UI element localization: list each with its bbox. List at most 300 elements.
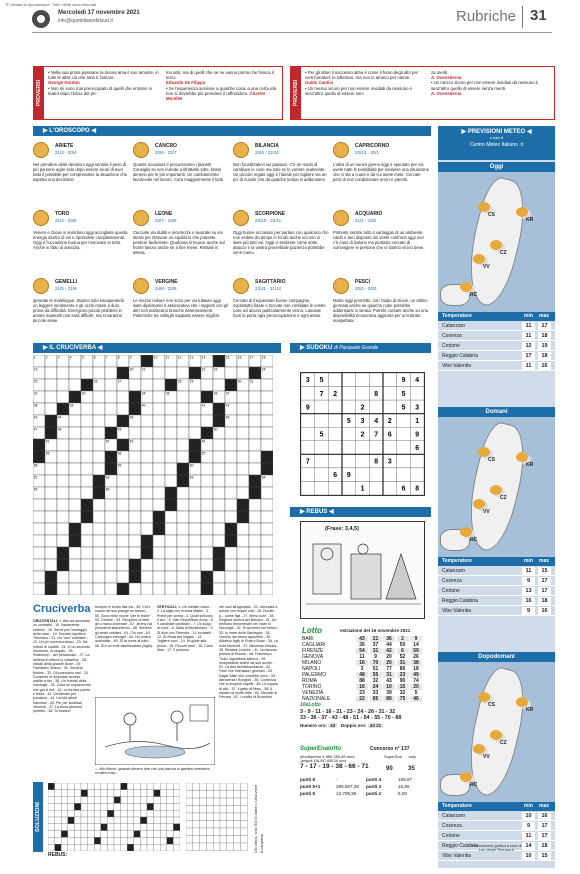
sudoku-grid[interactable]: [300, 372, 425, 496]
crossword-cell[interactable]: [225, 499, 237, 511]
crossword-cell[interactable]: [141, 511, 153, 523]
crossword-cell[interactable]: [249, 415, 261, 427]
crossword-cell[interactable]: [261, 583, 273, 595]
crossword-cell[interactable]: [105, 535, 117, 547]
sudoku-cell[interactable]: [301, 441, 315, 455]
crossword-cell[interactable]: [141, 415, 153, 427]
crossword-cell[interactable]: [93, 439, 105, 451]
sudoku-cell[interactable]: [397, 441, 411, 455]
crossword-cell[interactable]: [177, 535, 189, 547]
crossword-cell[interactable]: [105, 511, 117, 523]
crossword-cell[interactable]: [237, 427, 249, 439]
sudoku-cell[interactable]: [369, 373, 383, 387]
crossword-cell[interactable]: [33, 499, 45, 511]
crossword-cell[interactable]: [45, 367, 57, 379]
crossword-cell[interactable]: [261, 535, 273, 547]
crossword-cell[interactable]: [93, 583, 105, 595]
sudoku-cell[interactable]: [369, 400, 383, 414]
crossword-cell[interactable]: [69, 475, 81, 487]
crossword-cell[interactable]: [57, 511, 69, 523]
crossword-cell[interactable]: [165, 583, 177, 595]
crossword-cell[interactable]: [81, 535, 93, 547]
crossword-cell[interactable]: [93, 523, 105, 535]
crossword-cell[interactable]: [33, 583, 45, 595]
crossword-cell[interactable]: [165, 439, 177, 451]
crossword-cell[interactable]: [57, 439, 69, 451]
crossword-cell[interactable]: [93, 547, 105, 559]
crossword-cell[interactable]: [237, 547, 249, 559]
crossword-cell[interactable]: [141, 475, 153, 487]
crossword-cell[interactable]: [105, 367, 117, 379]
crossword-cell[interactable]: [57, 391, 69, 403]
crossword-cell[interactable]: [165, 367, 177, 379]
crossword-cell[interactable]: [45, 523, 57, 535]
crossword-cell[interactable]: [201, 475, 213, 487]
crossword-cell[interactable]: [81, 523, 93, 535]
crossword-cell[interactable]: [45, 559, 57, 571]
crossword-cell[interactable]: [249, 559, 261, 571]
crossword-cell[interactable]: [261, 499, 273, 511]
crossword-cell[interactable]: [81, 403, 93, 415]
crossword-cell[interactable]: [177, 391, 189, 403]
crossword-cell[interactable]: [177, 547, 189, 559]
sudoku-cell[interactable]: [342, 373, 356, 387]
crossword-cell[interactable]: [93, 559, 105, 571]
crossword-cell[interactable]: [69, 583, 81, 595]
crossword-cell[interactable]: [45, 499, 57, 511]
crossword-cell[interactable]: [177, 403, 189, 415]
sudoku-cell[interactable]: [342, 427, 356, 441]
crossword-cell[interactable]: [261, 439, 273, 451]
sudoku-cell[interactable]: [328, 400, 342, 414]
crossword-cell[interactable]: [249, 571, 261, 583]
crossword-cell[interactable]: [153, 463, 165, 475]
crossword-cell[interactable]: [249, 391, 261, 403]
crossword-cell[interactable]: [249, 547, 261, 559]
header-email[interactable]: info@quotidianodelsud.it: [58, 18, 113, 24]
sudoku-cell[interactable]: [397, 414, 411, 428]
crossword-cell[interactable]: [105, 391, 117, 403]
crossword-cell[interactable]: [225, 427, 237, 439]
crossword-cell[interactable]: [261, 403, 273, 415]
crossword-cell[interactable]: [117, 535, 129, 547]
crossword-cell[interactable]: [165, 415, 177, 427]
crossword-cell[interactable]: [165, 451, 177, 463]
crossword-cell[interactable]: [93, 367, 105, 379]
sudoku-cell[interactable]: [315, 414, 329, 428]
sudoku-cell[interactable]: [315, 400, 329, 414]
crossword-cell[interactable]: [177, 415, 189, 427]
crossword-cell[interactable]: [81, 547, 93, 559]
crossword-cell[interactable]: [177, 367, 189, 379]
crossword-cell[interactable]: [225, 559, 237, 571]
crossword-cell[interactable]: [201, 499, 213, 511]
crossword-cell[interactable]: [105, 583, 117, 595]
crossword-cell[interactable]: [189, 571, 201, 583]
crossword-cell[interactable]: [129, 499, 141, 511]
crossword-cell[interactable]: [129, 511, 141, 523]
crossword-cell[interactable]: [237, 439, 249, 451]
crossword-cell[interactable]: [57, 475, 69, 487]
sudoku-cell[interactable]: [315, 468, 329, 482]
crossword-cell[interactable]: [153, 367, 165, 379]
crossword-cell[interactable]: [129, 427, 141, 439]
sudoku-cell[interactable]: [369, 481, 383, 495]
crossword-cell[interactable]: [141, 379, 153, 391]
crossword-cell[interactable]: [213, 463, 225, 475]
crossword-cell[interactable]: [165, 475, 177, 487]
sudoku-cell[interactable]: [301, 427, 315, 441]
crossword-cell[interactable]: [165, 535, 177, 547]
crossword-cell[interactable]: [189, 415, 201, 427]
crossword-cell[interactable]: [153, 379, 165, 391]
crossword-cell[interactable]: [93, 403, 105, 415]
crossword-cell[interactable]: [177, 523, 189, 535]
crossword-cell[interactable]: [225, 571, 237, 583]
crossword-cell[interactable]: [93, 415, 105, 427]
crossword-cell[interactable]: [33, 547, 45, 559]
sudoku-cell[interactable]: [328, 373, 342, 387]
crossword-cell[interactable]: [153, 499, 165, 511]
crossword-cell[interactable]: [105, 547, 117, 559]
sudoku-cell[interactable]: [301, 481, 315, 495]
crossword-cell[interactable]: [129, 451, 141, 463]
crossword-cell[interactable]: [201, 511, 213, 523]
crossword-cell[interactable]: [213, 487, 225, 499]
crossword-cell[interactable]: [189, 559, 201, 571]
sudoku-cell[interactable]: [356, 454, 370, 468]
crossword-cell[interactable]: [261, 571, 273, 583]
crossword-cell[interactable]: [225, 511, 237, 523]
crossword-cell[interactable]: [69, 367, 81, 379]
crossword-cell[interactable]: [57, 583, 69, 595]
crossword-cell[interactable]: [189, 427, 201, 439]
crossword-cell[interactable]: [261, 379, 273, 391]
crossword-cell[interactable]: [237, 451, 249, 463]
crossword-cell[interactable]: [153, 535, 165, 547]
crossword-cell[interactable]: [213, 571, 225, 583]
crossword-cell[interactable]: [189, 403, 201, 415]
crossword-cell[interactable]: [57, 379, 69, 391]
crossword-cell[interactable]: [33, 511, 45, 523]
crossword-cell[interactable]: [249, 451, 261, 463]
crossword-cell[interactable]: [81, 427, 93, 439]
sudoku-cell[interactable]: [383, 441, 397, 455]
sudoku-cell[interactable]: [410, 468, 424, 482]
crossword-cell[interactable]: [117, 571, 129, 583]
crossword-cell[interactable]: [153, 427, 165, 439]
crossword-cell[interactable]: [249, 583, 261, 595]
crossword-cell[interactable]: [213, 439, 225, 451]
crossword-cell[interactable]: [225, 439, 237, 451]
crossword-cell[interactable]: [237, 475, 249, 487]
crossword-cell[interactable]: [177, 439, 189, 451]
crossword-cell[interactable]: [117, 511, 129, 523]
crossword-cell[interactable]: [189, 583, 201, 595]
crossword-cell[interactable]: [141, 487, 153, 499]
crossword-cell[interactable]: [153, 571, 165, 583]
crossword-cell[interactable]: [189, 499, 201, 511]
crossword-cell[interactable]: [69, 571, 81, 583]
crossword-cell[interactable]: [153, 403, 165, 415]
crossword-cell[interactable]: [261, 415, 273, 427]
crossword-cell[interactable]: [33, 571, 45, 583]
sudoku-cell[interactable]: [301, 387, 315, 401]
crossword-cell[interactable]: [69, 379, 81, 391]
crossword-cell[interactable]: [153, 559, 165, 571]
crossword-cell[interactable]: [165, 403, 177, 415]
crossword-cell[interactable]: [117, 487, 129, 499]
sudoku-cell[interactable]: [383, 400, 397, 414]
crossword-cell[interactable]: [141, 499, 153, 511]
crossword-cell[interactable]: [105, 379, 117, 391]
crossword-cell[interactable]: [213, 511, 225, 523]
crossword-cell[interactable]: [105, 415, 117, 427]
crossword-cell[interactable]: [153, 487, 165, 499]
crossword-cell[interactable]: [81, 559, 93, 571]
sudoku-cell[interactable]: [328, 414, 342, 428]
crossword-cell[interactable]: [213, 535, 225, 547]
crossword-cell[interactable]: [177, 451, 189, 463]
crossword-cell[interactable]: [93, 535, 105, 547]
sudoku-cell[interactable]: [342, 400, 356, 414]
crossword-cell[interactable]: [81, 475, 93, 487]
crossword-cell[interactable]: [129, 463, 141, 475]
crossword-cell[interactable]: [57, 523, 69, 535]
sudoku-cell[interactable]: [315, 441, 329, 455]
crossword-cell[interactable]: [81, 451, 93, 463]
crossword-cell[interactable]: [201, 535, 213, 547]
crossword-cell[interactable]: [261, 511, 273, 523]
sudoku-cell[interactable]: [383, 481, 397, 495]
crossword-cell[interactable]: [249, 463, 261, 475]
crossword-cell[interactable]: [141, 523, 153, 535]
crossword-cell[interactable]: [57, 499, 69, 511]
crossword-cell[interactable]: [69, 463, 81, 475]
crossword-cell[interactable]: [249, 535, 261, 547]
crossword-cell[interactable]: [249, 499, 261, 511]
crossword-cell[interactable]: [141, 571, 153, 583]
crossword-cell[interactable]: [189, 535, 201, 547]
crossword-cell[interactable]: [141, 451, 153, 463]
crossword-cell[interactable]: [105, 523, 117, 535]
crossword-cell[interactable]: [57, 451, 69, 463]
sudoku-cell[interactable]: [383, 468, 397, 482]
crossword-cell[interactable]: [201, 463, 213, 475]
sudoku-cell[interactable]: [383, 373, 397, 387]
crossword-cell[interactable]: [117, 547, 129, 559]
crossword-cell[interactable]: [165, 463, 177, 475]
sudoku-cell[interactable]: [397, 468, 411, 482]
sudoku-cell[interactable]: [369, 441, 383, 455]
crossword-cell[interactable]: [81, 583, 93, 595]
crossword-cell[interactable]: [93, 571, 105, 583]
sudoku-cell[interactable]: [410, 387, 424, 401]
crossword-cell[interactable]: [177, 583, 189, 595]
crossword-cell[interactable]: [237, 367, 249, 379]
sudoku-cell[interactable]: [356, 387, 370, 401]
crossword-cell[interactable]: [153, 439, 165, 451]
crossword-cell[interactable]: [69, 547, 81, 559]
crossword-cell[interactable]: [153, 547, 165, 559]
crossword-cell[interactable]: [237, 415, 249, 427]
crossword-cell[interactable]: [213, 583, 225, 595]
sudoku-cell[interactable]: [315, 454, 329, 468]
crossword-cell[interactable]: [117, 523, 129, 535]
crossword-cell[interactable]: [189, 511, 201, 523]
sudoku-cell[interactable]: [342, 387, 356, 401]
crossword-cell[interactable]: [165, 571, 177, 583]
crossword-cell[interactable]: [201, 559, 213, 571]
crossword-cell[interactable]: [237, 403, 249, 415]
crossword-cell[interactable]: [81, 571, 93, 583]
crossword-cell[interactable]: [249, 427, 261, 439]
crossword-cell[interactable]: [261, 523, 273, 535]
crossword-cell[interactable]: [177, 499, 189, 511]
sudoku-cell[interactable]: [342, 441, 356, 455]
crossword-cell[interactable]: [45, 403, 57, 415]
sudoku-cell[interactable]: [356, 441, 370, 455]
crossword-cell[interactable]: [57, 367, 69, 379]
crossword-cell[interactable]: [189, 547, 201, 559]
crossword-cell[interactable]: [117, 403, 129, 415]
sudoku-cell[interactable]: [301, 414, 315, 428]
crossword-cell[interactable]: [117, 559, 129, 571]
crossword-cell[interactable]: [45, 535, 57, 547]
crossword-cell[interactable]: [153, 583, 165, 595]
crossword-cell[interactable]: [93, 499, 105, 511]
crossword-cell[interactable]: [201, 523, 213, 535]
crossword-cell[interactable]: [141, 559, 153, 571]
crossword-cell[interactable]: [201, 415, 213, 427]
crossword-cell[interactable]: [165, 523, 177, 535]
crossword-cell[interactable]: [45, 391, 57, 403]
crossword-cell[interactable]: [153, 451, 165, 463]
crossword-cell[interactable]: [249, 403, 261, 415]
crossword-cell[interactable]: [261, 547, 273, 559]
crossword-cell[interactable]: [237, 463, 249, 475]
crossword-cell[interactable]: [129, 487, 141, 499]
crossword-cell[interactable]: [117, 499, 129, 511]
crossword-cell[interactable]: [261, 391, 273, 403]
sudoku-cell[interactable]: [369, 468, 383, 482]
crossword-cell[interactable]: [225, 583, 237, 595]
crossword-cell[interactable]: [141, 583, 153, 595]
crossword-cell[interactable]: [237, 583, 249, 595]
crossword-cell[interactable]: [81, 463, 93, 475]
crossword-cell[interactable]: [225, 463, 237, 475]
sudoku-cell[interactable]: [301, 468, 315, 482]
crossword-cell[interactable]: [261, 487, 273, 499]
crossword-cell[interactable]: [141, 427, 153, 439]
crossword-cell[interactable]: [69, 439, 81, 451]
crossword-cell[interactable]: [213, 475, 225, 487]
sudoku-cell[interactable]: [397, 454, 411, 468]
sudoku-cell[interactable]: [315, 481, 329, 495]
sudoku-cell[interactable]: [356, 468, 370, 482]
crossword-cell[interactable]: [141, 463, 153, 475]
crossword-cell[interactable]: [213, 523, 225, 535]
crossword-cell[interactable]: [153, 475, 165, 487]
crossword-cell[interactable]: [57, 487, 69, 499]
crossword-cell[interactable]: [69, 487, 81, 499]
crossword-cell[interactable]: [225, 367, 237, 379]
sudoku-cell[interactable]: [383, 387, 397, 401]
crossword-cell[interactable]: [45, 547, 57, 559]
crossword-cell[interactable]: [177, 559, 189, 571]
crossword-cell[interactable]: [213, 451, 225, 463]
crossword-cell[interactable]: [237, 523, 249, 535]
crossword-cell[interactable]: [165, 559, 177, 571]
crossword-cell[interactable]: [93, 451, 105, 463]
crossword-cell[interactable]: [45, 511, 57, 523]
crossword-cell[interactable]: [189, 523, 201, 535]
crossword-cell[interactable]: [93, 427, 105, 439]
sudoku-cell[interactable]: [356, 373, 370, 387]
crossword-cell[interactable]: [81, 415, 93, 427]
crossword-cell[interactable]: [237, 487, 249, 499]
crossword-cell[interactable]: [93, 391, 105, 403]
crossword-cell[interactable]: [177, 487, 189, 499]
sudoku-cell[interactable]: [397, 427, 411, 441]
crossword-cell[interactable]: [33, 559, 45, 571]
crossword-cell[interactable]: [189, 391, 201, 403]
crossword-cell[interactable]: [105, 403, 117, 415]
crossword-cell[interactable]: [201, 547, 213, 559]
crossword-cell[interactable]: [165, 511, 177, 523]
crossword-cell[interactable]: [57, 535, 69, 547]
crossword-cell[interactable]: [153, 415, 165, 427]
crossword-cell[interactable]: [69, 499, 81, 511]
crossword-cell[interactable]: [213, 499, 225, 511]
crossword-cell[interactable]: [81, 487, 93, 499]
crossword-cell[interactable]: [225, 451, 237, 463]
crossword-cell[interactable]: [81, 367, 93, 379]
crossword-cell[interactable]: [237, 535, 249, 547]
crossword-cell[interactable]: [45, 487, 57, 499]
crossword-cell[interactable]: [261, 559, 273, 571]
crossword-cell[interactable]: [249, 523, 261, 535]
crossword-cell[interactable]: [117, 475, 129, 487]
crossword-cell[interactable]: [201, 379, 213, 391]
sudoku-cell[interactable]: [342, 454, 356, 468]
crossword-cell[interactable]: [81, 439, 93, 451]
crossword-cell[interactable]: [237, 571, 249, 583]
crossword-cell[interactable]: [93, 511, 105, 523]
crossword-cell[interactable]: [45, 463, 57, 475]
sudoku-cell[interactable]: [328, 481, 342, 495]
crossword-cell[interactable]: [141, 439, 153, 451]
crossword-cell[interactable]: [249, 439, 261, 451]
crossword-cell[interactable]: [225, 487, 237, 499]
crossword-cell[interactable]: [57, 463, 69, 475]
sudoku-cell[interactable]: [410, 454, 424, 468]
crossword-cell[interactable]: [177, 571, 189, 583]
crossword-cell[interactable]: [129, 523, 141, 535]
crossword-cell[interactable]: [69, 415, 81, 427]
crossword-grid[interactable]: [33, 355, 273, 595]
crossword-cell[interactable]: [225, 475, 237, 487]
sudoku-cell[interactable]: [328, 454, 342, 468]
crossword-cell[interactable]: [249, 511, 261, 523]
crossword-cell[interactable]: [105, 499, 117, 511]
crossword-cell[interactable]: [213, 379, 225, 391]
sudoku-cell[interactable]: [342, 481, 356, 495]
crossword-cell[interactable]: [69, 451, 81, 463]
crossword-cell[interactable]: [237, 391, 249, 403]
crossword-cell[interactable]: [93, 463, 105, 475]
sudoku-cell[interactable]: [328, 441, 342, 455]
